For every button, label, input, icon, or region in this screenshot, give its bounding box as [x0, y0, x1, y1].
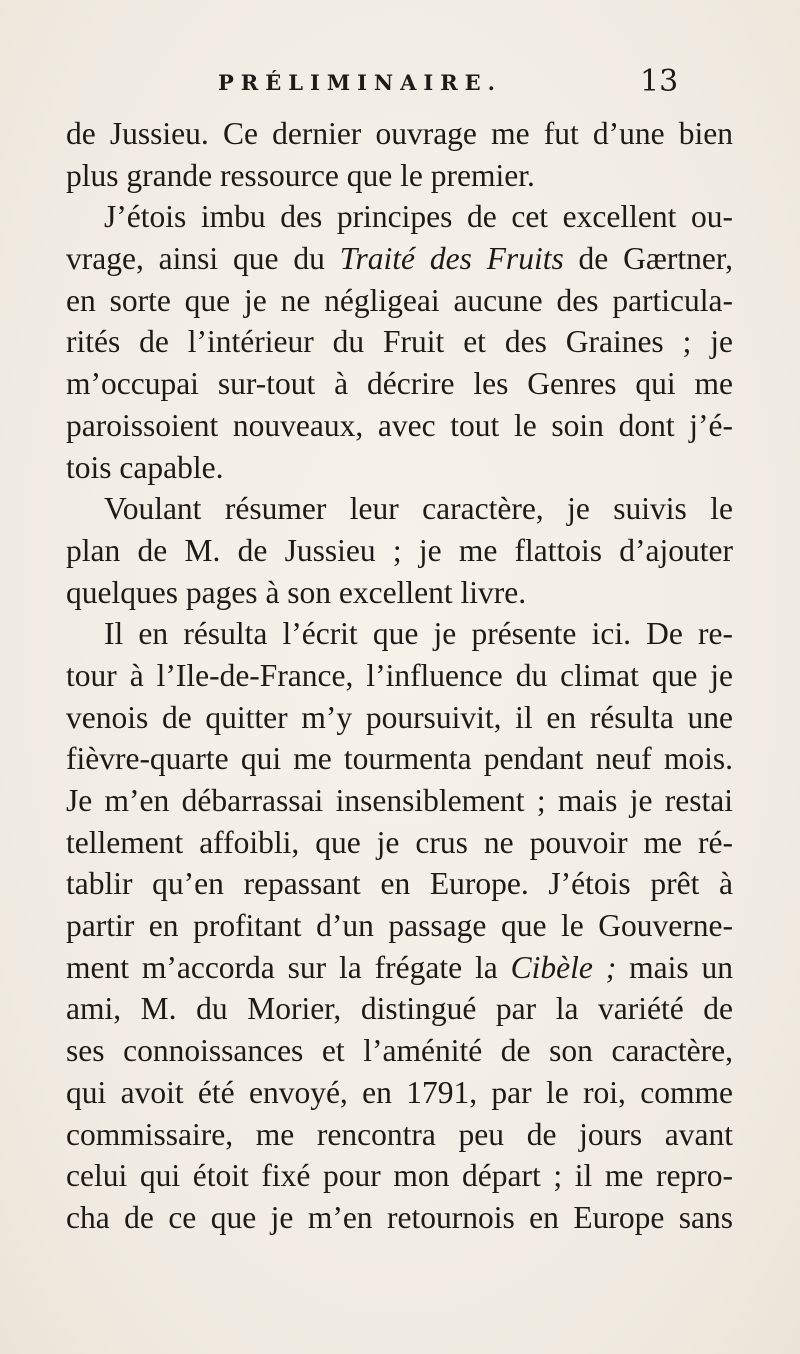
text-run: cha de ce que je m’en retournois en Europe sans [66, 1199, 733, 1235]
text-run: Voulant résumer leur caractère, je suivis le [104, 491, 733, 527]
text-run: plan de M. de Jussieu ; je me flattois d’ajouter [66, 532, 733, 568]
text-run: tour à l’Ile-de-France, l’influence du climat que je [66, 657, 733, 693]
text-line [66, 196, 733, 238]
text-line [66, 447, 733, 489]
page-number: 13 [640, 64, 679, 99]
text-line [66, 697, 733, 739]
page-header [0, 64, 800, 104]
text-line [66, 321, 733, 363]
text-run: ment m’accorda sur la frégate la [66, 949, 511, 985]
text-line [66, 738, 733, 780]
text-run: vrage, ainsi que du [66, 241, 340, 277]
text-run: quelques pages à son excellent livre. [66, 574, 527, 610]
text-line [66, 822, 733, 864]
italic-title: Cibèle ; [510, 949, 617, 985]
text-line [66, 405, 733, 447]
text-line [66, 280, 733, 322]
text-run: tablir qu’en repassant en Europe. J’étois prêt à [66, 866, 733, 902]
text-run: venois de quitter m’y poursuivit, il en résulta une [66, 699, 733, 735]
text-line [66, 780, 733, 822]
text-line [66, 613, 733, 655]
text-line [66, 530, 733, 572]
text-line [66, 155, 733, 197]
text-run: ami, M. du Morier, distingué par la variété de [66, 991, 733, 1027]
text-run: de Jussieu. Ce dernier ouvrage me fut d’une bien [66, 116, 733, 151]
text-line [66, 1197, 733, 1239]
text-line [66, 905, 733, 947]
text-line [66, 655, 733, 697]
italic-title: Traité des Fruits [339, 241, 564, 277]
text-run: celui qui étoit fixé pour mon départ ; il me repro- [66, 1158, 733, 1194]
text-line [66, 113, 733, 155]
text-run: fièvre-quarte qui me tourmenta pendant neuf mois. [66, 741, 733, 777]
text-line [66, 1072, 733, 1114]
text-line [66, 238, 733, 280]
text-run: qui avoit été envoyé, en 1791, par le roi, comme [66, 1074, 733, 1110]
text-line [66, 1155, 733, 1197]
text-line [66, 988, 733, 1030]
text-run: rités de l’intérieur du Fruit et des Graines ; je [66, 324, 733, 360]
text-line [66, 863, 733, 905]
text-run: mais un [616, 949, 734, 985]
text-run: partir en profitant d’un passage que le Gouverne- [66, 908, 733, 944]
text-run: tois capable. [66, 449, 224, 485]
text-run: plus grande ressource que le premier. [66, 157, 535, 193]
text-run: Je m’en débarrassai insensiblement ; mais je restai [66, 783, 733, 818]
text-run: paroissoient nouveaux, avec tout le soin dont j’é- [66, 407, 733, 443]
text-line [66, 1114, 733, 1156]
text-run: commissaire, me rencontra peu de jours avant [66, 1116, 733, 1152]
running-head: PRÉLIMINAIRE. [218, 70, 502, 95]
text-run: ses connoissances et l’aménité de son caractère, [66, 1033, 733, 1069]
text-run: J’étois imbu des principes de cet excellent ou- [104, 199, 733, 235]
text-run: Il en résulta l’écrit que je présente ici. De re- [104, 616, 733, 652]
text-run: en sorte que je ne négligeai aucune des particula- [66, 282, 733, 318]
text-line [66, 572, 733, 614]
text-line [66, 363, 733, 405]
text-line [66, 488, 733, 530]
text-run: de Gærtner, [563, 241, 733, 277]
text-line [66, 1030, 733, 1072]
text-line [66, 947, 733, 989]
text-run: tellement affoibli, que je crus ne pouvoir me ré- [66, 824, 733, 860]
body-text [66, 113, 733, 1239]
text-run: m’occupai sur-tout à décrire les Genres qui me [66, 366, 733, 402]
